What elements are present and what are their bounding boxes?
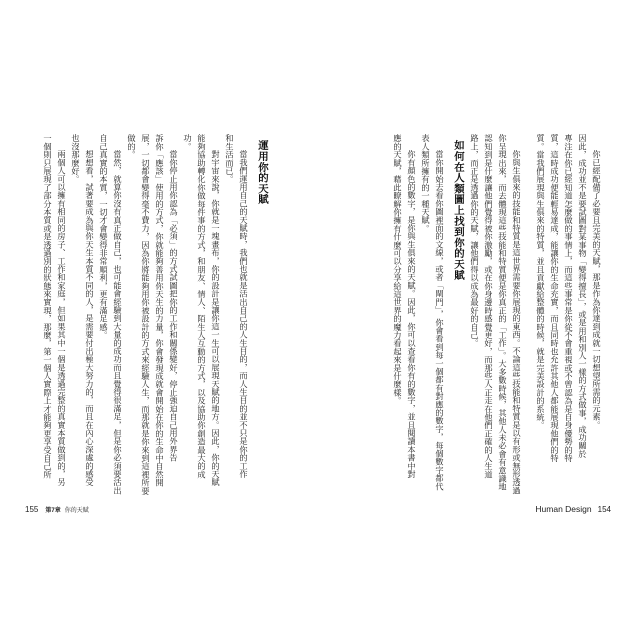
text-line: 專注在你已經知道怎麼做的事情上，而這些事常是你從不會重視或不曾認為是自身優勢的特 [564, 134, 574, 462]
paragraph [468, 134, 524, 496]
text-line: 當你停止用你認為「必須」的方式試圖把你的工作和關係變好，停止強迫自己用外界告 [169, 150, 179, 462]
text-line: 和生活而已。 [225, 134, 235, 184]
page-number: 155 [25, 505, 39, 514]
text-line: 路上，而正是透過你的天賦，讓他們得以成為最好的自己。 [470, 134, 480, 348]
text-line: 你已經配備了必要且完美的天賦，那是作為你達到成就一切想望所需的元素。 [592, 150, 602, 430]
section-heading: 如何在人類圖上找到你的天賦 [452, 140, 464, 281]
text-line: 你呈現出來，而去體現這些技能和特質便是你真正的「工作」。大多數時候，其他人未必會有意識地 [498, 134, 508, 491]
paragraph [97, 134, 125, 496]
page-footer [25, 499, 89, 517]
text-line: 質。當我們展現與生俱來的特質，並且貢獻給整體的時候，就是完美設計的系統。 [536, 134, 546, 430]
text-line: 表人類所擁有的一種天賦。 [421, 134, 431, 233]
section-heading: 運用你的天賦 [256, 140, 268, 205]
text-line: 也沒那麼好。 [71, 134, 81, 184]
text-line: 兩個人可以擁有相同的房子、工作和家庭，但如果其中一個是透過完整的真實本質做到的，另 [57, 150, 67, 487]
text-line: 當你開始去看你圖裡面的文線，或者「閘門」，你會看到每一個都有對應的數字，每個數字都代 [435, 150, 445, 491]
text-line: 一個則只展現了部分本質或是透過別的狀態來實現，那麼，第一個人實際上才能夠更享受自己所 [43, 134, 53, 479]
text-line: 自己真實的本質，一切才會變得非常順利，更有滿足感。 [99, 134, 109, 339]
page-footer [535, 499, 611, 517]
running-title: Human Design [535, 504, 592, 514]
chapter-label: 第7章 [45, 508, 61, 514]
right-page [320, 0, 640, 640]
paragraph [391, 134, 419, 496]
text-line: 能夠協助轉化你做每件事的方式，和朋友、情人、陌生人互動的方式，以及協助你創造最大的成 [197, 134, 207, 479]
paragraph [534, 134, 604, 496]
page-number: 154 [597, 505, 611, 514]
text-line: 對宇宙來說，你就是一塊畫布，你的設計是讓你這一生可以展現天賦的地方。因此，你的天賦 [211, 150, 221, 487]
text-line: 想想看，試著要成為與你天生本質不同的人，是需要付出極大努力的，而且在內心深處的感受 [85, 150, 95, 487]
text-line: 功。 [183, 134, 193, 151]
right-page-text [391, 134, 604, 496]
text-line: 訴你「應該」使用的方式，你就能夠善用你天生的力量，你會發現成就會開始在你的生命中自然開 [155, 134, 165, 487]
text-line: 應的天賦，藉此瞭解你擁有什麼可以分享給這世界的魔力看起來是什麼樣。 [393, 134, 403, 405]
paragraph [41, 134, 69, 496]
text-line: 認知到是什麼讓他們覺得被你激勵，或在你身邊時感覺更好，而那些人正走在他們正確的人生道 [484, 134, 494, 479]
paragraph [69, 134, 97, 496]
paragraph [223, 134, 251, 496]
text-line: 當然，就算你沒有真正做自己，也可能會經驗到大量的成功而且覺得很滿足，但是你必須要活出 [113, 150, 123, 495]
paragraph [181, 134, 223, 496]
text-line: 質，這時成功便能輕易達成，能讓你的生命充實，而且同時也允許其他人都能展現他們的特 [550, 134, 560, 462]
paragraph [419, 134, 447, 496]
text-line: 展，一切都會變得毫不費力，因為你將能夠用你被設計的方式來經驗人生，而那就是你來到這裡所要 [141, 134, 151, 495]
text-line: 做的。 [127, 134, 137, 159]
text-line: 當我們運用自己的天賦時，我們也就是活出自己的人生目的，而人生目的並不只是你的工作 [239, 150, 249, 479]
text-line: 你與生俱來的技能和特質是這世界需要你展現的東西。不論這些技能和特質是以有形或無形透過 [512, 150, 522, 495]
paragraph [125, 134, 181, 496]
text-line: 你有顏色的數字，是你與生俱來的天賦。因此，你可以查看你有的數字，並且閱讀本書中對 [407, 150, 417, 479]
text-line: 因此，成功並不是要試圖對某事物「變得擅長」，或是用和別人一樣的方式做事，成功關於 [578, 134, 588, 458]
left-page-text [41, 134, 269, 496]
chapter-title: 你的天賦 [64, 508, 89, 514]
